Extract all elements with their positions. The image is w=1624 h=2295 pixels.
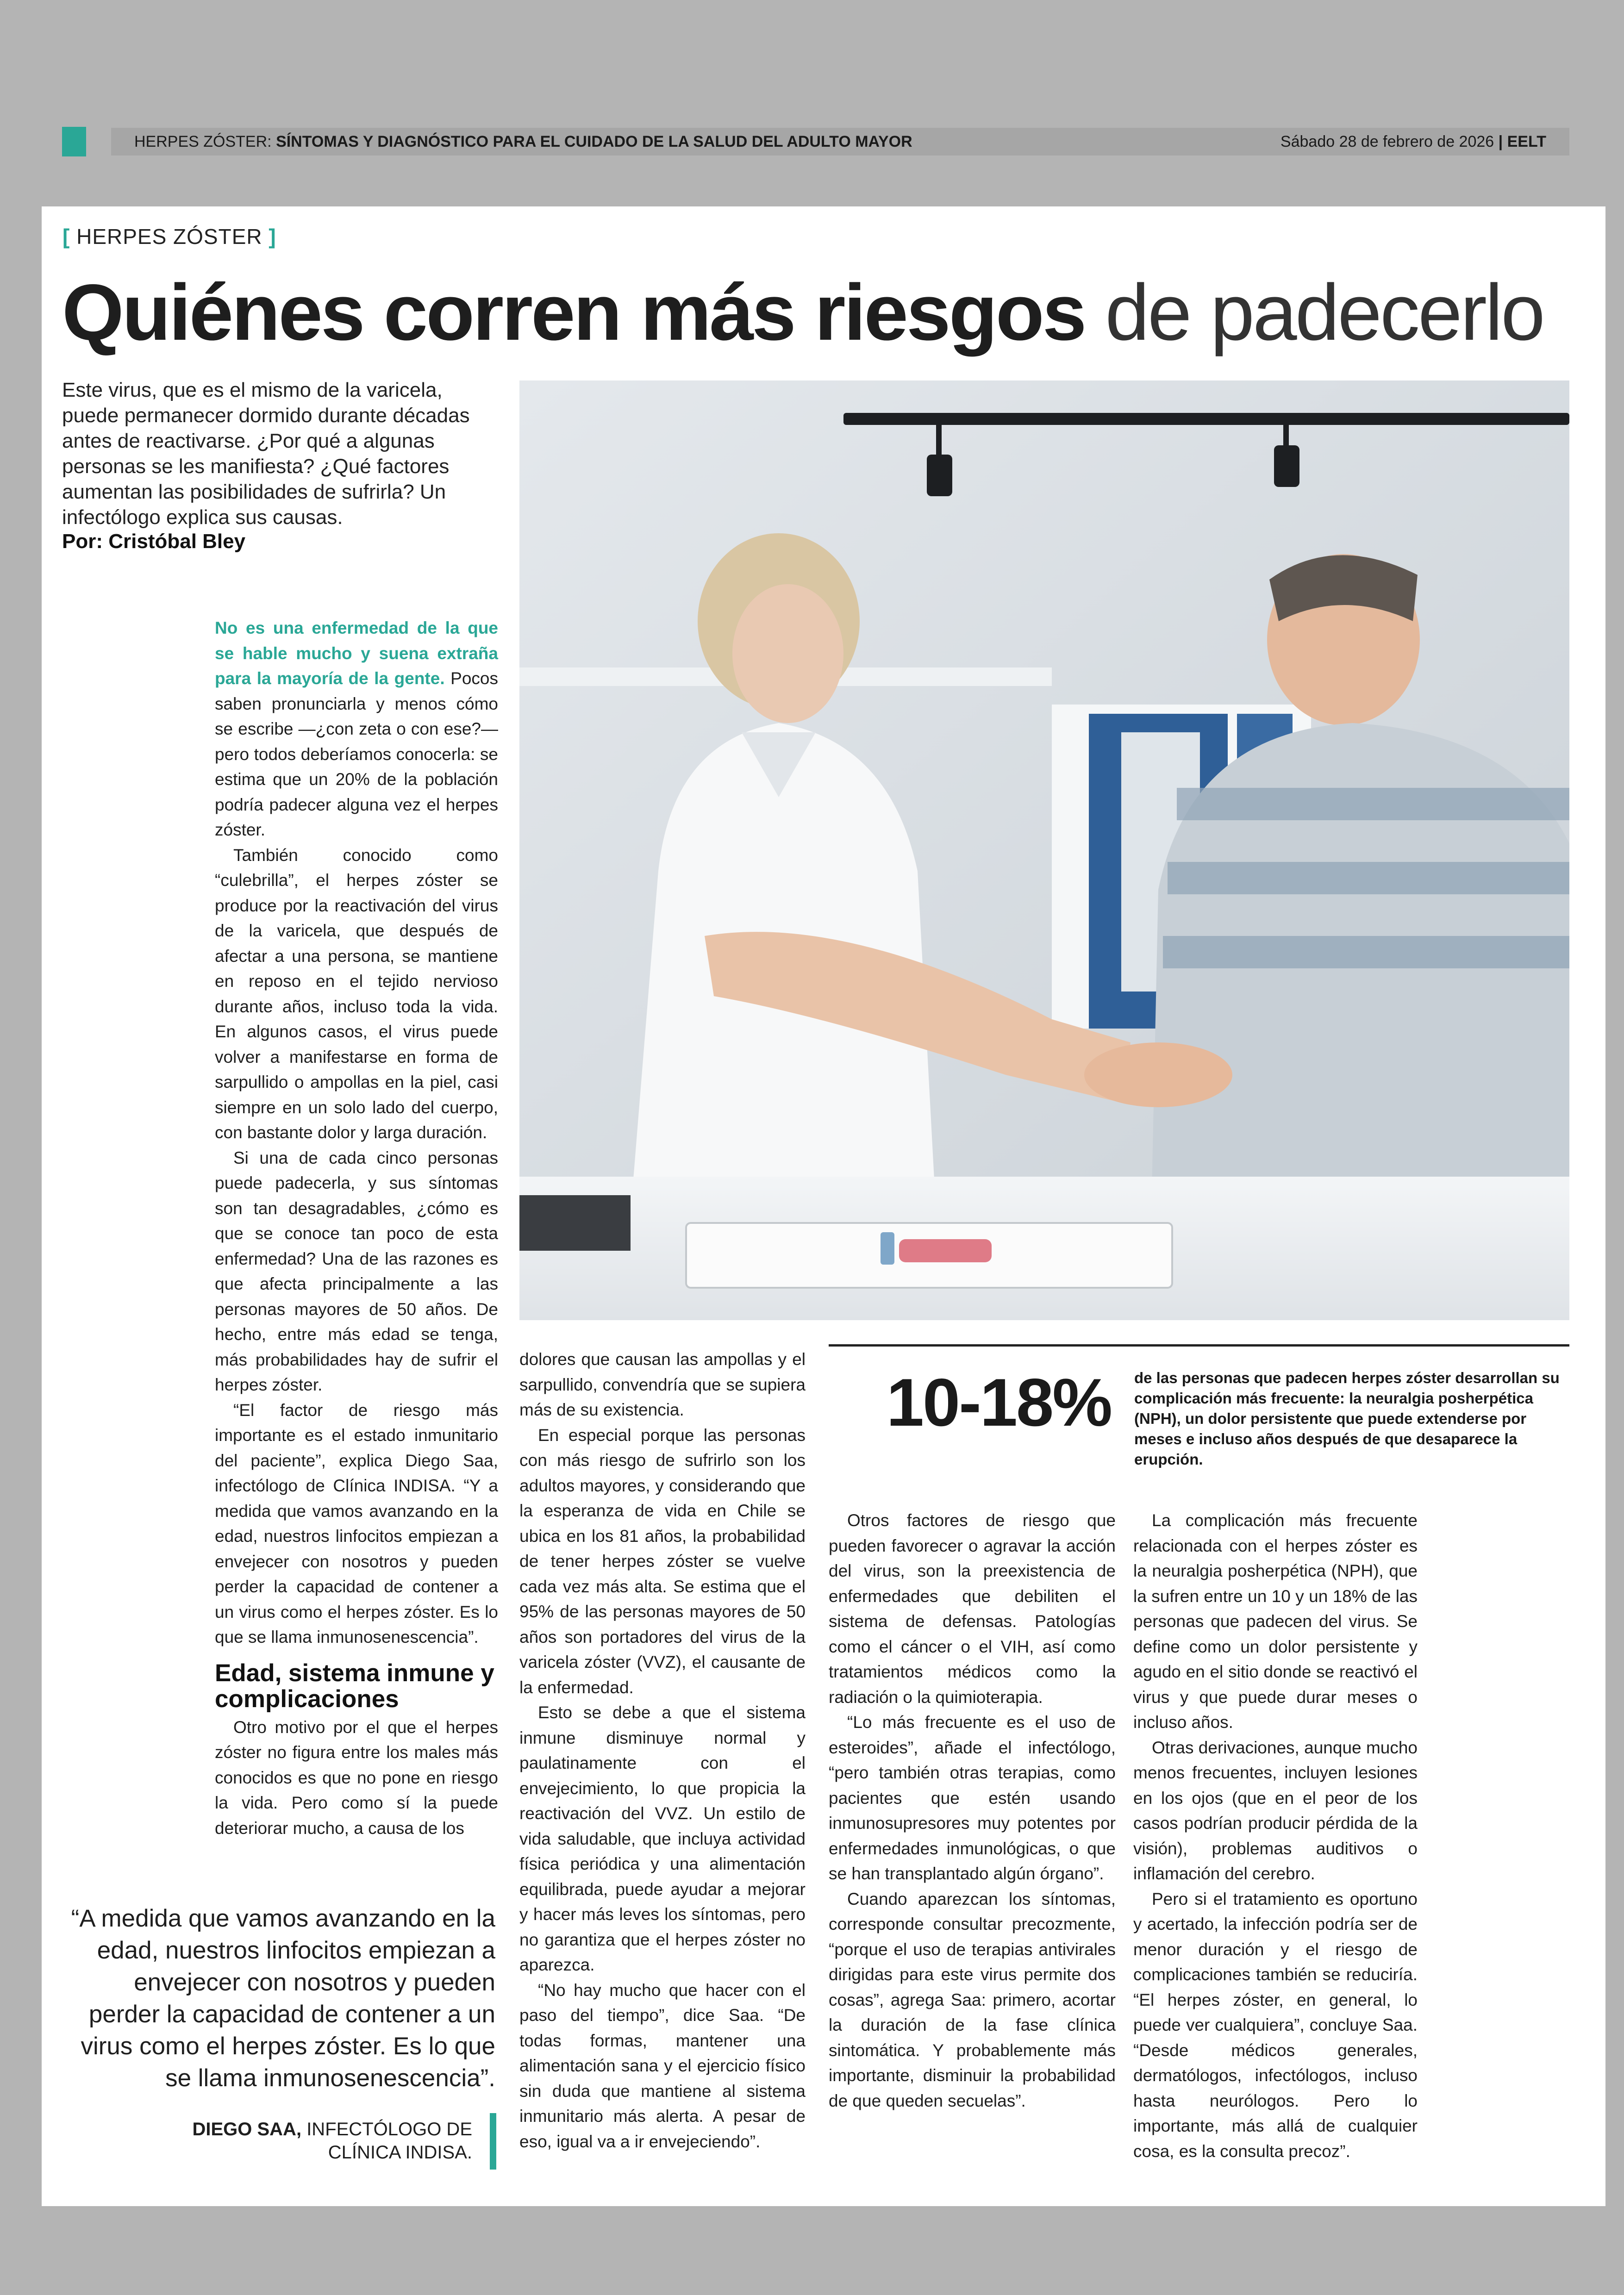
paragraph: Si una de cada cinco personas puede padecerla, y sus síntomas son tan desagradables, ¿cómo es que se conoce tan poco de esta enfermedad? Una de las razones es que afecta principalmente a las personas mayores de 50 años. De hecho, entre más edad se tenga, más probabilidades hay de sufrir el herpes zóster. — [215, 1148, 498, 1394]
header-title — [134, 133, 912, 151]
header-topic: HERPES ZÓSTER: — [134, 132, 272, 150]
quote-author-name: DIEGO SAA, — [192, 2119, 302, 2139]
header-separator: | — [1498, 132, 1503, 150]
header-subtitle: SÍNTOMAS Y DIAGNÓSTICO PARA EL CUIDADO DE LA SALUD DEL ADULTO MAYOR — [276, 132, 912, 150]
pull-quote-accent-bar — [490, 2113, 496, 2170]
pull-quote: “A medida que vamos avanzando en la edad, nuestros linfocitos empiezan a envejecer con nosotros y pueden perder la capacidad de contener a un virus como el herpes zóster. Es lo que se llama inmunosenescencia”. — [71, 1905, 495, 2092]
byline: Por: Cristóbal Bley — [62, 530, 246, 553]
stat-caption: de las personas que padecen herpes zóster desarrollan su complicación más frecuente: la neuralgia posherpética (NPH), un dolor persistente que puede extenderse por meses e incluso años después de que desaparece la erupción. — [1134, 1369, 1560, 1468]
paragraph: La complicación más frecuente relacionada con el herpes zóster es la neuralgia posherpética (NPH), que la sufren entre un 10 y un 18% de las personas que padecen del virus. Se define como un dolor persistente y agudo en el sitio donde se reactivó el virus y que puede durar meses o incluso años. — [1133, 1511, 1418, 1732]
paragraph: Otros factores de riesgo que pueden favorecer o agravar la acción del virus, son la preexistencia de enfermedades que debiliten el sistema de defensas. Patologías como el cáncer o el VIH, así como tratamientos médicos como la radiación o la quimioterapia. — [829, 1511, 1116, 1707]
paragraph: “Lo más frecuente es el uso de esteroides”, añade el infectólogo, “pero también otras terapias, como pacientes que estén usando inmunosupresores muy potentes por enfermedades inmunológicas, o que se han transplantado algún órgano”. — [829, 1713, 1116, 1883]
article-column-2 — [519, 1347, 806, 2154]
section-tag: [ HERPES ZÓSTER ] — [62, 225, 276, 249]
article-intro: Este virus, que es el mismo de la varicela, puede permanecer dormido durante décadas antes de reactivarse. ¿Por qué a algunas personas se les manifiesta? ¿Qué factores aumentan las posibilidades de sufrirla? Un infectólogo explica sus causas. — [62, 379, 470, 529]
header-publication: EELT — [1507, 132, 1546, 150]
running-header — [111, 128, 1569, 156]
headline-light: de padecerlo — [1105, 268, 1543, 357]
quote-author-role: INFECTÓLOGO DE CLÍNICA INDISA. — [306, 2119, 472, 2163]
paragraph: También conocido como “culebrilla”, el herpes zóster se produce por la reactivación del virus de la varicela, que después de afectar a una persona, se mantiene en reposo en el tejido nervioso durante años, incluso toda la vida. En algunos casos, el virus puede volver a manifestarse en forma de sarpullido o ampollas en la piel, casi siempre en un solo lado del cuerpo, con bastante dolor y larga duración. — [215, 845, 498, 1142]
subheading: Edad, sistema inmune y complicaciones — [215, 1659, 494, 1713]
paragraph: Pero si el tratamiento es oportuno y acertado, la infección podría ser de menor duración y el riesgo de complicaciones también se reduciría. “El herpes zóster, en general, lo puede ver cualquiera”, concluye Saa. “Desde médicos generales, dermatólogos, infectólogos, incluso hasta neurólogos. Pero lo importante, más allá de cualquier cosa, es la consulta precoz”. — [1133, 1889, 1418, 2161]
paragraph: “No hay mucho que hacer con el paso del tiempo”, dice Saa. “De todas formas, mantener una alimentación sana y el ejercicio físico sin duda que mantiene al sistema inmunitario más alerta. A pesar de eso, igual va a ir envejeciendo”. — [519, 1980, 806, 2151]
paragraph: No es una enfermedad de la que se hable mucho y suena extraña para la mayoría de la gente. Pocos saben pronunciarla y menos cómo se escribe —¿con zeta o con ese?— pero todos deberíamos conocerla: se estima que un 20% de la población podría padecer alguna vez el herpes zóster. — [215, 618, 498, 839]
paragraph: Otro motivo por el que el herpes zóster no figura entre los males más conocidos es que no pone en riesgo la vida. Pero como sí la puede deteriorar mucho, a causa de los — [215, 1717, 498, 1838]
paragraph: En especial porque las personas con más riesgo de sufrirlo son los adultos mayores, y considerando que la esperanza de vida en Chile se ubica en los 81 años, la probabilidad de tener herpes zóster se vuelve cada vez más alta. Se estima que el 95% de las personas mayores de 50 años son portadores del virus de la varicela zóster (VVZ), el causante de la enfermedad. — [519, 1425, 806, 1697]
article-column-4 — [1133, 1508, 1418, 2164]
article-column-1 — [215, 616, 498, 1841]
header-dateline — [1280, 133, 1546, 151]
paragraph: Cuando aparezcan los síntomas, corresponde consultar precozmente, “porque el uso de terapias antivirales dirigidas para este virus permite dos cosas”, agrega Saa: primero, acortar la duración de la fase clínica sintomática. Y probablemente más importante, disminuir la probabilidad de que queden secuelas”. — [829, 1889, 1116, 2110]
paragraph: Otras derivaciones, aunque mucho menos frecuentes, incluyen lesiones en los ojos (que en el peor de los casos podrían producir pérdida de la visión), problemas auditivos o inflamación del cerebro. — [1133, 1738, 1418, 1883]
headline-bold: Quiénes corren más riesgos — [62, 268, 1085, 357]
article-photo — [519, 380, 1569, 1320]
header-accent-square — [62, 127, 86, 156]
article-column-3 — [829, 1508, 1116, 2114]
header-date: Sábado 28 de febrero de 2026 — [1280, 132, 1494, 150]
section-tag-label: HERPES ZÓSTER — [76, 225, 262, 249]
stat-number: 10-18% — [886, 1365, 1111, 1440]
paragraph: dolores que causan las ampollas y el sarpullido, convendría que se supiera más de su existencia. — [519, 1350, 806, 1419]
pull-quote-attribution — [139, 2118, 472, 2164]
paragraph: Esto se debe a que el sistema inmune disminuye normal y paulatinamente con el envejecimiento, lo que propicia la reactivación del VVZ. Un estilo de vida saludable, que incluya actividad física periódica y una alimentación equilibrada, puede ayudar a mejorar y hacer más leves los síntomas, pero no garantiza que el herpes zóster no aparezca. — [519, 1703, 806, 1974]
headline — [62, 266, 1571, 359]
stat-divider — [829, 1344, 1569, 1347]
lead-in: No es una enfermedad de la que se hable mucho y suena extraña para la mayoría de la gente. — [215, 618, 498, 688]
paragraph: “El factor de riesgo más importante es el estado inmunitario del paciente”, explica Diego Saa, infectólogo de Clínica INDISA. “Y a medida que vamos avanzando en la edad, nuestros linfocitos empiezan a envejecer con nosotros y pueden perder la capacidad de contener a un virus como el herpes zóster. Es lo que se llama inmunosenescencia”. — [215, 1400, 498, 1646]
